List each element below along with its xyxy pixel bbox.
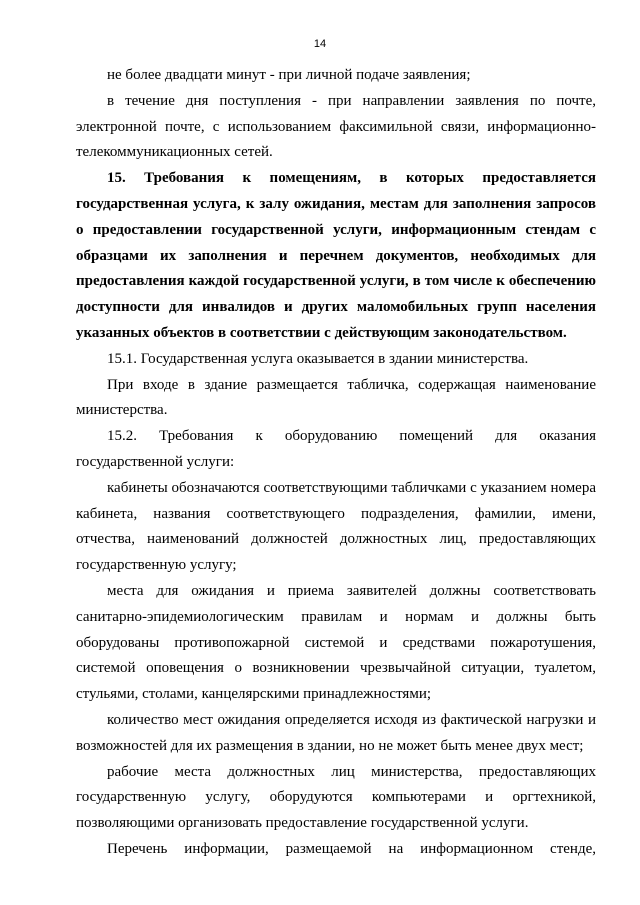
paragraph-info-stand: Перечень информации, размещаемой на информационном стенде, (107, 840, 596, 857)
paragraph-15-1: 15.1. Государственная услуга оказывается в здании министерства. (107, 350, 529, 367)
paragraph-waiting-places: места для ожидания и приема заявителей должны соответствовать санитарно-эпидемиологическим правилам и нормам и должны быть оборудованы противопожарной системой и средствами пожаротушения, системой оповещения о возникновении чрезвычайной ситуации, туалетом, стульями, столами, канцелярскими принадлежностями; (76, 582, 596, 703)
paragraph-entrance-sign: При входе в здание размещается табличка, содержащая наименование министерства. (76, 376, 596, 419)
document-body (76, 63, 596, 863)
paragraph-time-personal: не более двадцати минут - при личной подаче заявления; (107, 67, 471, 83)
paragraph-15-2: 15.2. Требования к оборудованию помещений для оказания государственной услуги: (76, 428, 596, 470)
paragraph-waiting-count: количество мест ожидания определяется исходя из фактической нагрузки и возможностей для их размещения в здании, но не может быть менее двух мест; (76, 711, 596, 754)
paragraph-cabinets: кабинеты обозначаются соответствующими табличками с указанием номера кабинета, названия соответствующего подразделения, фамилии, имени, отчества, наименований должностей должностных лиц, предоставляющих государственную услугу; (76, 479, 596, 574)
paragraph-workplaces: рабочие места должностных лиц министерства, предоставляющих государственную услугу, оборудуются компьютерами и оргтехникой, позволяющими организовать предоставление государственной услуги. (76, 763, 596, 832)
paragraph-time-mail: в течение дня поступления - при направлении заявления по почте, электронной почте, с использованием факсимильной связи, информационно-телекоммуникационных сетей. (76, 92, 596, 161)
section-15-heading: 15. Требования к помещениям, в которых предоставляется государственная услуга, к залу ожидания, местам для заполнения запросов о предоставлении государственной услуги, информационным стендам с образцами их заполнения и перечнем документов, необходимых для предоставления каждой государственной услуги, в том числе к обеспечению доступности для инвалидов и других маломобильных групп населения указанных объектов в соответствии с действующим законодательством. (76, 170, 596, 341)
page-number: 14 (313, 38, 327, 50)
